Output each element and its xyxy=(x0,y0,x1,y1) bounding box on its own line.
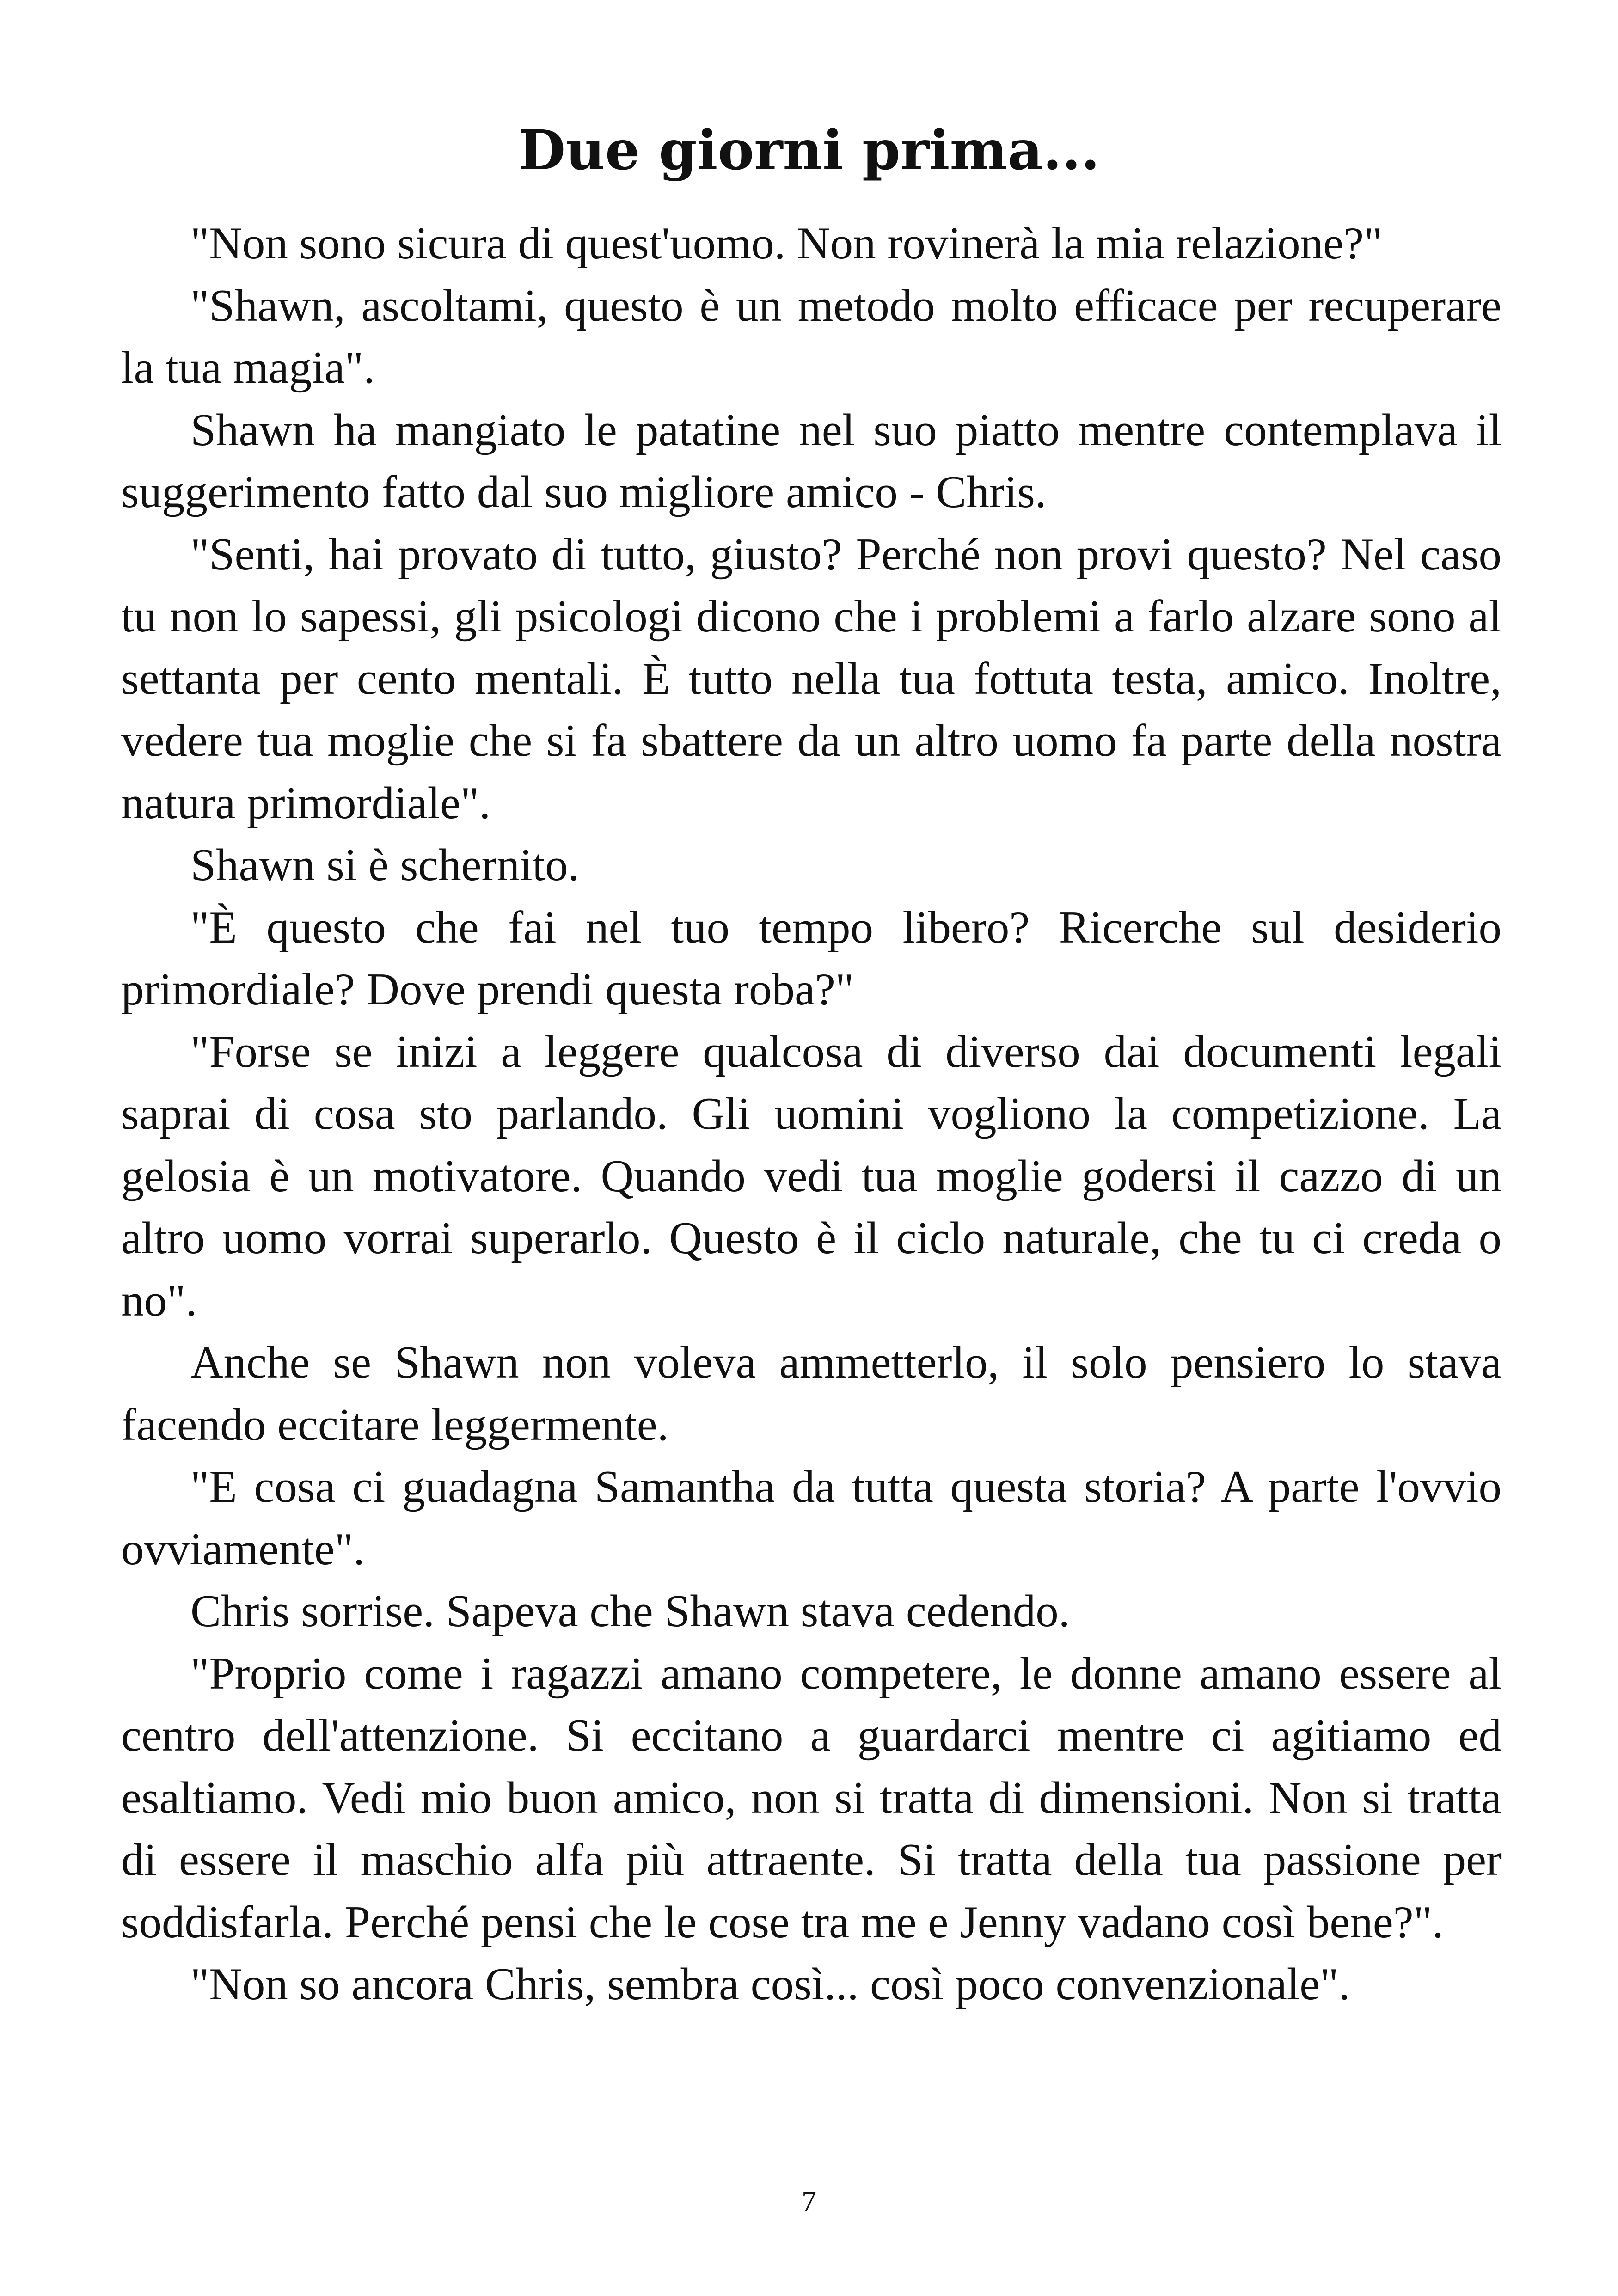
paragraph: Shawn si è schernito. xyxy=(190,840,580,890)
paragraph: "E cosa ci guadagna Samantha da tutta questa storia? A parte l'ovvio ovviamente". xyxy=(121,1462,1502,1574)
paragraph: "Shawn, ascoltami, questo è un metodo molto efficace per recuperare la tua magia". xyxy=(121,280,1502,393)
paragraph: "Non so ancora Chris, sembra così... così poco convenzionale". xyxy=(190,1959,1350,2009)
paragraph: "Non sono sicura di quest'uomo. Non rovinerà la mia relazione?" xyxy=(190,218,1383,269)
paragraph: Chris sorrise. Sapeva che Shawn stava cedendo. xyxy=(190,1586,1070,1636)
chapter-title: Due giorni prima... xyxy=(518,118,1100,182)
paragraph: Shawn ha mangiato le patatine nel suo piatto mentre contemplava il suggerimento fatto dal suo migliore amico - Chris. xyxy=(121,404,1502,517)
paragraph: "Proprio come i ragazzi amano competere, le donne amano essere al centro dell'attenzione. Si eccitano a guardarci mentre ci agitiamo ed esaltiamo. Vedi mio buon amico, non si tratta di dimensioni. Non si tratta di essere il maschio alfa più attraente. Si tratta della tua passione per soddisfarla. Perché pensi che le cose tra me e Jenny vadano così bene?". xyxy=(121,1648,1502,1947)
page-number: 7 xyxy=(802,2185,816,2217)
paragraph: "È questo che fai nel tuo tempo libero? Ricerche sul desiderio primordiale? Dove prendi questa roba?" xyxy=(121,902,1502,1015)
body-text xyxy=(121,213,1502,2016)
paragraph: Anche se Shawn non voleva ammetterlo, il solo pensiero lo stava facendo eccitare leggermente. xyxy=(121,1337,1502,1450)
paragraph: "Forse se inizi a leggere qualcosa di diverso dai documenti legali saprai di cosa sto parlando. Gli uomini vogliono la competizione. La gelosia è un motivatore. Quando vedi tua moglie godersi il cazzo di un altro uomo vorrai superarlo. Questo è il ciclo naturale, che tu ci creda o no". xyxy=(121,1026,1502,1326)
paragraph: "Senti, hai provato di tutto, giusto? Perché non provi questo? Nel caso tu non lo sapessi, gli psicologi dicono che i problemi a farlo alzare sono al settanta per cento mentali. È tutto nella tua fottuta testa, amico. Inoltre, vedere tua moglie che si fa sbattere da un altro uomo fa parte della nostra natura primordiale". xyxy=(121,529,1502,828)
